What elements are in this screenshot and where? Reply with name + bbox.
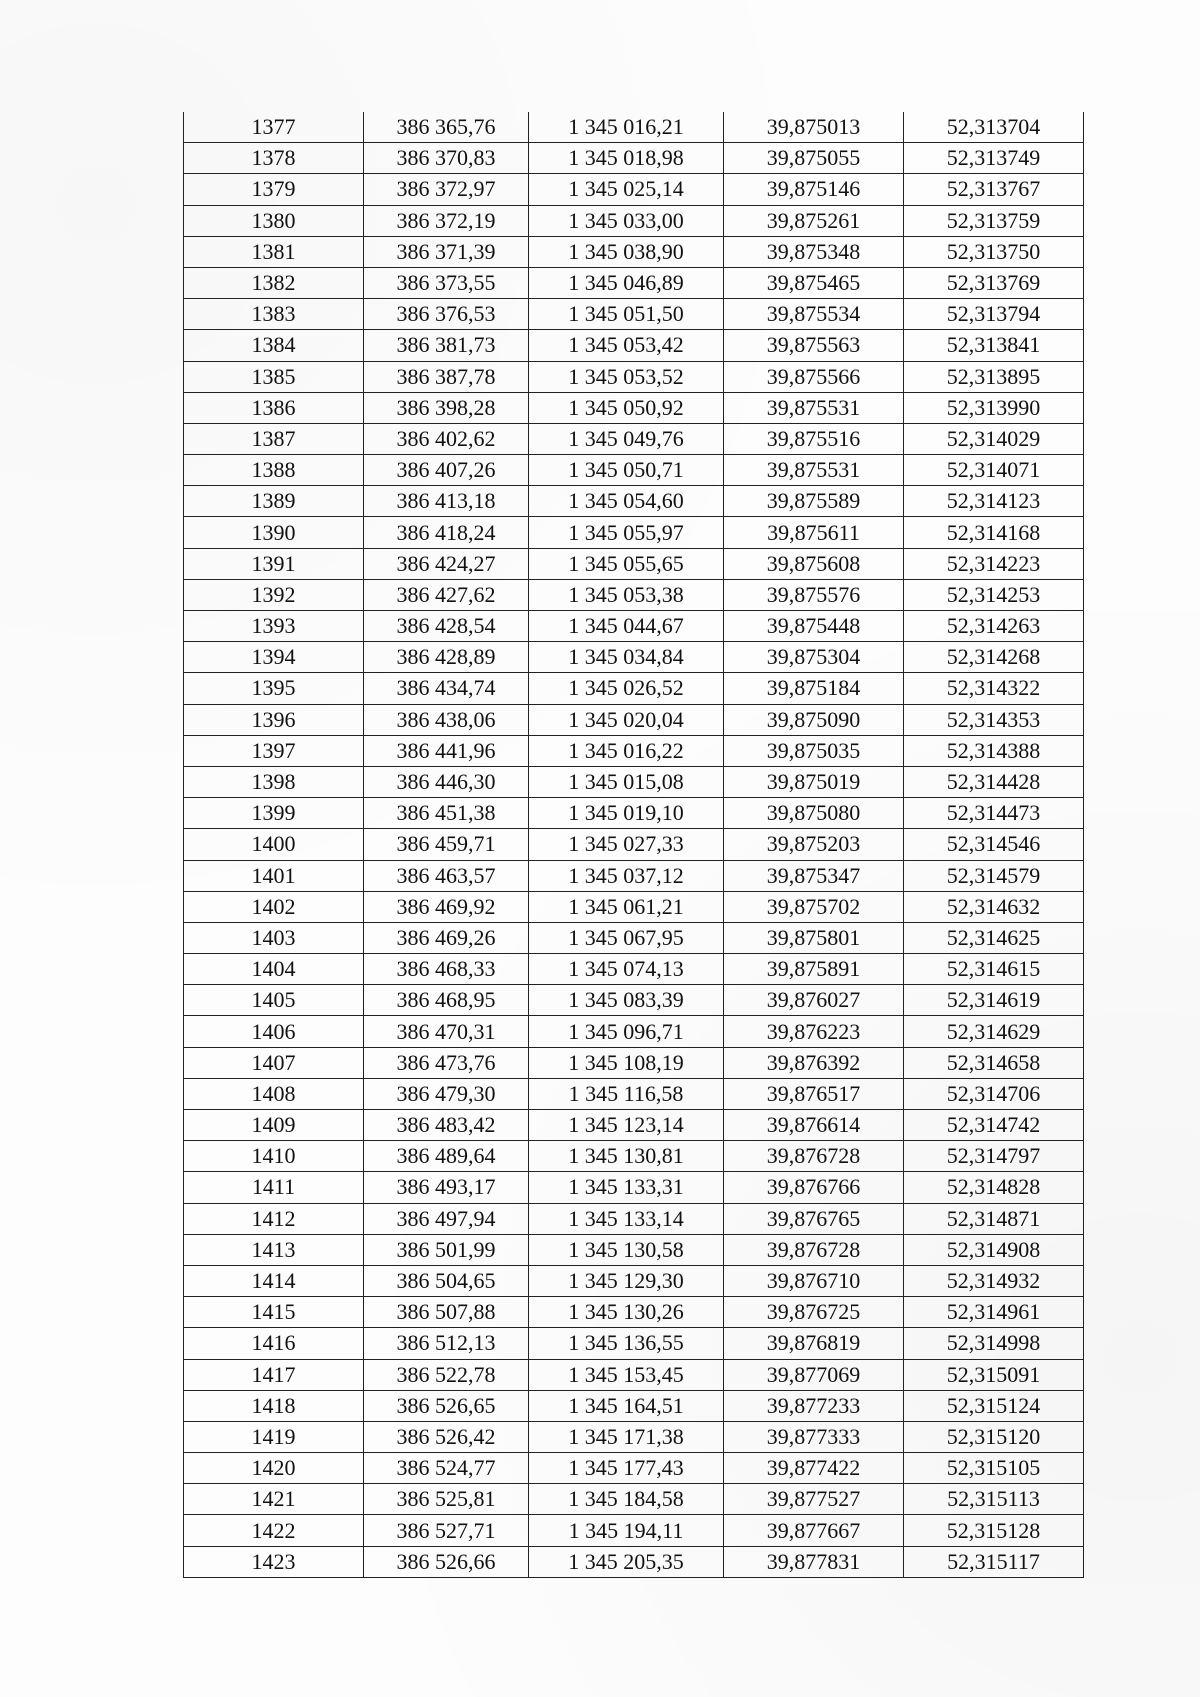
y-coordinate-cell: 1 345 129,30: [529, 1265, 724, 1296]
latitude-cell: 39,877333: [724, 1421, 904, 1452]
x-coordinate-cell: 386 434,74: [364, 673, 529, 704]
latitude-cell: 39,875080: [724, 798, 904, 829]
table-row: [184, 267, 1084, 298]
table-row: [184, 1265, 1084, 1296]
y-coordinate-cell: 1 345 044,67: [529, 611, 724, 642]
longitude-cell: 52,314828: [904, 1172, 1084, 1203]
x-coordinate-cell: 386 418,24: [364, 517, 529, 548]
x-coordinate-cell: 386 381,73: [364, 330, 529, 361]
y-coordinate-cell: 1 345 027,33: [529, 829, 724, 860]
y-coordinate-cell: 1 345 019,10: [529, 798, 724, 829]
y-coordinate-cell: 1 345 177,43: [529, 1453, 724, 1484]
x-coordinate-cell: 386 468,95: [364, 985, 529, 1016]
point-number-cell: 1409: [184, 1110, 364, 1141]
y-coordinate-cell: 1 345 016,22: [529, 735, 724, 766]
y-coordinate-cell: 1 345 108,19: [529, 1047, 724, 1078]
point-number-cell: 1405: [184, 985, 364, 1016]
y-coordinate-cell: 1 345 055,65: [529, 548, 724, 579]
x-coordinate-cell: 386 387,78: [364, 361, 529, 392]
latitude-cell: 39,877831: [724, 1546, 904, 1577]
table-row: [184, 205, 1084, 236]
point-number-cell: 1379: [184, 174, 364, 205]
latitude-cell: 39,876728: [724, 1141, 904, 1172]
y-coordinate-cell: 1 345 054,60: [529, 486, 724, 517]
longitude-cell: 52,315113: [904, 1484, 1084, 1515]
x-coordinate-cell: 386 497,94: [364, 1203, 529, 1234]
x-coordinate-cell: 386 524,77: [364, 1453, 529, 1484]
x-coordinate-cell: 386 371,39: [364, 236, 529, 267]
latitude-cell: 39,877527: [724, 1484, 904, 1515]
x-coordinate-cell: 386 526,42: [364, 1421, 529, 1452]
x-coordinate-cell: 386 493,17: [364, 1172, 529, 1203]
table-row: [184, 1203, 1084, 1234]
x-coordinate-cell: 386 489,64: [364, 1141, 529, 1172]
latitude-cell: 39,875019: [724, 766, 904, 797]
point-number-cell: 1401: [184, 860, 364, 891]
latitude-cell: 39,876223: [724, 1016, 904, 1047]
y-coordinate-cell: 1 345 123,14: [529, 1110, 724, 1141]
table-row: [184, 1453, 1084, 1484]
point-number-cell: 1395: [184, 673, 364, 704]
latitude-cell: 39,875347: [724, 860, 904, 891]
y-coordinate-cell: 1 345 046,89: [529, 267, 724, 298]
x-coordinate-cell: 386 507,88: [364, 1297, 529, 1328]
y-coordinate-cell: 1 345 050,92: [529, 392, 724, 423]
latitude-cell: 39,876766: [724, 1172, 904, 1203]
y-coordinate-cell: 1 345 130,81: [529, 1141, 724, 1172]
table-row: [184, 673, 1084, 704]
table-row: [184, 1328, 1084, 1359]
point-number-cell: 1420: [184, 1453, 364, 1484]
point-number-cell: 1410: [184, 1141, 364, 1172]
longitude-cell: 52,313769: [904, 267, 1084, 298]
table-row: [184, 829, 1084, 860]
point-number-cell: 1418: [184, 1390, 364, 1421]
longitude-cell: 52,314268: [904, 642, 1084, 673]
table-row: [184, 891, 1084, 922]
x-coordinate-cell: 386 373,55: [364, 267, 529, 298]
y-coordinate-cell: 1 345 055,97: [529, 517, 724, 548]
table-row: [184, 579, 1084, 610]
point-number-cell: 1380: [184, 205, 364, 236]
point-number-cell: 1422: [184, 1515, 364, 1546]
point-number-cell: 1403: [184, 922, 364, 953]
table-row: [184, 1234, 1084, 1265]
table-row: [184, 798, 1084, 829]
longitude-cell: 52,314546: [904, 829, 1084, 860]
point-number-cell: 1414: [184, 1265, 364, 1296]
point-number-cell: 1411: [184, 1172, 364, 1203]
longitude-cell: 52,313794: [904, 299, 1084, 330]
x-coordinate-cell: 386 527,71: [364, 1515, 529, 1546]
latitude-cell: 39,877233: [724, 1390, 904, 1421]
table-row: [184, 860, 1084, 891]
point-number-cell: 1419: [184, 1421, 364, 1452]
point-number-cell: 1382: [184, 267, 364, 298]
coordinates-table-body: [184, 112, 1084, 1577]
latitude-cell: 39,875608: [724, 548, 904, 579]
point-number-cell: 1392: [184, 579, 364, 610]
table-row: [184, 1016, 1084, 1047]
longitude-cell: 52,314629: [904, 1016, 1084, 1047]
table-row: [184, 1484, 1084, 1515]
longitude-cell: 52,313750: [904, 236, 1084, 267]
y-coordinate-cell: 1 345 184,58: [529, 1484, 724, 1515]
longitude-cell: 52,314428: [904, 766, 1084, 797]
x-coordinate-cell: 386 372,97: [364, 174, 529, 205]
x-coordinate-cell: 386 525,81: [364, 1484, 529, 1515]
point-number-cell: 1407: [184, 1047, 364, 1078]
point-number-cell: 1417: [184, 1359, 364, 1390]
longitude-cell: 52,314658: [904, 1047, 1084, 1078]
longitude-cell: 52,315124: [904, 1390, 1084, 1421]
point-number-cell: 1387: [184, 423, 364, 454]
x-coordinate-cell: 386 428,54: [364, 611, 529, 642]
latitude-cell: 39,875090: [724, 704, 904, 735]
y-coordinate-cell: 1 345 049,76: [529, 423, 724, 454]
latitude-cell: 39,875611: [724, 517, 904, 548]
longitude-cell: 52,314961: [904, 1297, 1084, 1328]
y-coordinate-cell: 1 345 053,38: [529, 579, 724, 610]
longitude-cell: 52,313749: [904, 143, 1084, 174]
latitude-cell: 39,875516: [724, 423, 904, 454]
latitude-cell: 39,876392: [724, 1047, 904, 1078]
y-coordinate-cell: 1 345 136,55: [529, 1328, 724, 1359]
x-coordinate-cell: 386 428,89: [364, 642, 529, 673]
longitude-cell: 52,314223: [904, 548, 1084, 579]
y-coordinate-cell: 1 345 194,11: [529, 1515, 724, 1546]
point-number-cell: 1406: [184, 1016, 364, 1047]
point-number-cell: 1381: [184, 236, 364, 267]
y-coordinate-cell: 1 345 020,04: [529, 704, 724, 735]
latitude-cell: 39,876517: [724, 1078, 904, 1109]
table-row: [184, 1421, 1084, 1452]
longitude-cell: 52,313704: [904, 112, 1084, 143]
latitude-cell: 39,875576: [724, 579, 904, 610]
longitude-cell: 52,314932: [904, 1265, 1084, 1296]
y-coordinate-cell: 1 345 074,13: [529, 954, 724, 985]
longitude-cell: 52,315120: [904, 1421, 1084, 1452]
x-coordinate-cell: 386 402,62: [364, 423, 529, 454]
table-row: [184, 299, 1084, 330]
table-row: [184, 985, 1084, 1016]
x-coordinate-cell: 386 469,92: [364, 891, 529, 922]
longitude-cell: 52,314579: [904, 860, 1084, 891]
latitude-cell: 39,875261: [724, 205, 904, 236]
latitude-cell: 39,875465: [724, 267, 904, 298]
x-coordinate-cell: 386 441,96: [364, 735, 529, 766]
table-row: [184, 1359, 1084, 1390]
longitude-cell: 52,314253: [904, 579, 1084, 610]
longitude-cell: 52,314473: [904, 798, 1084, 829]
point-number-cell: 1413: [184, 1234, 364, 1265]
table-row: [184, 1172, 1084, 1203]
longitude-cell: 52,314998: [904, 1328, 1084, 1359]
longitude-cell: 52,314625: [904, 922, 1084, 953]
longitude-cell: 52,313895: [904, 361, 1084, 392]
latitude-cell: 39,876710: [724, 1265, 904, 1296]
y-coordinate-cell: 1 345 051,50: [529, 299, 724, 330]
longitude-cell: 52,314632: [904, 891, 1084, 922]
table-row: [184, 642, 1084, 673]
latitude-cell: 39,876819: [724, 1328, 904, 1359]
table-row: [184, 174, 1084, 205]
y-coordinate-cell: 1 345 038,90: [529, 236, 724, 267]
point-number-cell: 1398: [184, 766, 364, 797]
point-number-cell: 1415: [184, 1297, 364, 1328]
x-coordinate-cell: 386 473,76: [364, 1047, 529, 1078]
table-row: [184, 704, 1084, 735]
x-coordinate-cell: 386 370,83: [364, 143, 529, 174]
longitude-cell: 52,314797: [904, 1141, 1084, 1172]
longitude-cell: 52,314388: [904, 735, 1084, 766]
y-coordinate-cell: 1 345 083,39: [529, 985, 724, 1016]
x-coordinate-cell: 386 372,19: [364, 205, 529, 236]
point-number-cell: 1390: [184, 517, 364, 548]
longitude-cell: 52,315117: [904, 1546, 1084, 1577]
latitude-cell: 39,875891: [724, 954, 904, 985]
x-coordinate-cell: 386 438,06: [364, 704, 529, 735]
longitude-cell: 52,315128: [904, 1515, 1084, 1546]
y-coordinate-cell: 1 345 096,71: [529, 1016, 724, 1047]
table-row: [184, 548, 1084, 579]
table-row: [184, 143, 1084, 174]
y-coordinate-cell: 1 345 171,38: [529, 1421, 724, 1452]
table-row: [184, 361, 1084, 392]
x-coordinate-cell: 386 424,27: [364, 548, 529, 579]
latitude-cell: 39,875055: [724, 143, 904, 174]
point-number-cell: 1386: [184, 392, 364, 423]
longitude-cell: 52,313841: [904, 330, 1084, 361]
y-coordinate-cell: 1 345 033,00: [529, 205, 724, 236]
x-coordinate-cell: 386 479,30: [364, 1078, 529, 1109]
x-coordinate-cell: 386 376,53: [364, 299, 529, 330]
point-number-cell: 1393: [184, 611, 364, 642]
longitude-cell: 52,314168: [904, 517, 1084, 548]
latitude-cell: 39,875448: [724, 611, 904, 642]
y-coordinate-cell: 1 345 130,58: [529, 1234, 724, 1265]
longitude-cell: 52,314263: [904, 611, 1084, 642]
table-row: [184, 922, 1084, 953]
longitude-cell: 52,313759: [904, 205, 1084, 236]
x-coordinate-cell: 386 446,30: [364, 766, 529, 797]
point-number-cell: 1408: [184, 1078, 364, 1109]
point-number-cell: 1394: [184, 642, 364, 673]
latitude-cell: 39,875348: [724, 236, 904, 267]
longitude-cell: 52,315105: [904, 1453, 1084, 1484]
latitude-cell: 39,877069: [724, 1359, 904, 1390]
y-coordinate-cell: 1 345 164,51: [529, 1390, 724, 1421]
table-row: [184, 1047, 1084, 1078]
point-number-cell: 1404: [184, 954, 364, 985]
point-number-cell: 1378: [184, 143, 364, 174]
latitude-cell: 39,876728: [724, 1234, 904, 1265]
point-number-cell: 1412: [184, 1203, 364, 1234]
y-coordinate-cell: 1 345 133,31: [529, 1172, 724, 1203]
y-coordinate-cell: 1 345 205,35: [529, 1546, 724, 1577]
longitude-cell: 52,314742: [904, 1110, 1084, 1141]
latitude-cell: 39,875531: [724, 455, 904, 486]
y-coordinate-cell: 1 345 016,21: [529, 112, 724, 143]
x-coordinate-cell: 386 526,65: [364, 1390, 529, 1421]
point-number-cell: 1396: [184, 704, 364, 735]
coordinates-table: [183, 112, 1084, 1578]
x-coordinate-cell: 386 526,66: [364, 1546, 529, 1577]
y-coordinate-cell: 1 345 116,58: [529, 1078, 724, 1109]
y-coordinate-cell: 1 345 025,14: [529, 174, 724, 205]
point-number-cell: 1421: [184, 1484, 364, 1515]
table-row: [184, 1110, 1084, 1141]
latitude-cell: 39,875035: [724, 735, 904, 766]
table-row: [184, 330, 1084, 361]
table-row: [184, 1546, 1084, 1577]
y-coordinate-cell: 1 345 015,08: [529, 766, 724, 797]
point-number-cell: 1416: [184, 1328, 364, 1359]
longitude-cell: 52,314322: [904, 673, 1084, 704]
latitude-cell: 39,875589: [724, 486, 904, 517]
x-coordinate-cell: 386 413,18: [364, 486, 529, 517]
point-number-cell: 1388: [184, 455, 364, 486]
x-coordinate-cell: 386 459,71: [364, 829, 529, 860]
y-coordinate-cell: 1 345 133,14: [529, 1203, 724, 1234]
y-coordinate-cell: 1 345 018,98: [529, 143, 724, 174]
latitude-cell: 39,875013: [724, 112, 904, 143]
latitude-cell: 39,876725: [724, 1297, 904, 1328]
y-coordinate-cell: 1 345 053,42: [529, 330, 724, 361]
longitude-cell: 52,314353: [904, 704, 1084, 735]
table-row: [184, 1390, 1084, 1421]
x-coordinate-cell: 386 427,62: [364, 579, 529, 610]
point-number-cell: 1397: [184, 735, 364, 766]
latitude-cell: 39,875184: [724, 673, 904, 704]
table-row: [184, 1141, 1084, 1172]
x-coordinate-cell: 386 469,26: [364, 922, 529, 953]
x-coordinate-cell: 386 407,26: [364, 455, 529, 486]
y-coordinate-cell: 1 345 034,84: [529, 642, 724, 673]
table-row: [184, 423, 1084, 454]
latitude-cell: 39,875801: [724, 922, 904, 953]
longitude-cell: 52,314615: [904, 954, 1084, 985]
table-row: [184, 517, 1084, 548]
latitude-cell: 39,877422: [724, 1453, 904, 1484]
table-row: [184, 954, 1084, 985]
latitude-cell: 39,876027: [724, 985, 904, 1016]
table-row: [184, 455, 1084, 486]
table-row: [184, 1078, 1084, 1109]
longitude-cell: 52,315091: [904, 1359, 1084, 1390]
y-coordinate-cell: 1 345 026,52: [529, 673, 724, 704]
latitude-cell: 39,875304: [724, 642, 904, 673]
latitude-cell: 39,875702: [724, 891, 904, 922]
x-coordinate-cell: 386 451,38: [364, 798, 529, 829]
point-number-cell: 1391: [184, 548, 364, 579]
longitude-cell: 52,314706: [904, 1078, 1084, 1109]
latitude-cell: 39,875531: [724, 392, 904, 423]
table-row: [184, 392, 1084, 423]
latitude-cell: 39,875534: [724, 299, 904, 330]
longitude-cell: 52,313767: [904, 174, 1084, 205]
longitude-cell: 52,314029: [904, 423, 1084, 454]
latitude-cell: 39,877667: [724, 1515, 904, 1546]
longitude-cell: 52,314619: [904, 985, 1084, 1016]
y-coordinate-cell: 1 345 153,45: [529, 1359, 724, 1390]
table-row: [184, 735, 1084, 766]
table-row: [184, 1297, 1084, 1328]
point-number-cell: 1383: [184, 299, 364, 330]
point-number-cell: 1385: [184, 361, 364, 392]
x-coordinate-cell: 386 483,42: [364, 1110, 529, 1141]
x-coordinate-cell: 386 470,31: [364, 1016, 529, 1047]
point-number-cell: 1384: [184, 330, 364, 361]
point-number-cell: 1377: [184, 112, 364, 143]
latitude-cell: 39,875146: [724, 174, 904, 205]
latitude-cell: 39,875203: [724, 829, 904, 860]
y-coordinate-cell: 1 345 061,21: [529, 891, 724, 922]
longitude-cell: 52,314071: [904, 455, 1084, 486]
table-row: [184, 112, 1084, 143]
x-coordinate-cell: 386 512,13: [364, 1328, 529, 1359]
longitude-cell: 52,314123: [904, 486, 1084, 517]
x-coordinate-cell: 386 504,65: [364, 1265, 529, 1296]
y-coordinate-cell: 1 345 067,95: [529, 922, 724, 953]
x-coordinate-cell: 386 398,28: [364, 392, 529, 423]
latitude-cell: 39,876614: [724, 1110, 904, 1141]
table-row: [184, 611, 1084, 642]
longitude-cell: 52,314908: [904, 1234, 1084, 1265]
latitude-cell: 39,875566: [724, 361, 904, 392]
y-coordinate-cell: 1 345 050,71: [529, 455, 724, 486]
latitude-cell: 39,876765: [724, 1203, 904, 1234]
point-number-cell: 1389: [184, 486, 364, 517]
x-coordinate-cell: 386 365,76: [364, 112, 529, 143]
point-number-cell: 1423: [184, 1546, 364, 1577]
point-number-cell: 1400: [184, 829, 364, 860]
table-row: [184, 236, 1084, 267]
latitude-cell: 39,875563: [724, 330, 904, 361]
x-coordinate-cell: 386 463,57: [364, 860, 529, 891]
table-row: [184, 486, 1084, 517]
y-coordinate-cell: 1 345 037,12: [529, 860, 724, 891]
point-number-cell: 1402: [184, 891, 364, 922]
x-coordinate-cell: 386 501,99: [364, 1234, 529, 1265]
point-number-cell: 1399: [184, 798, 364, 829]
x-coordinate-cell: 386 522,78: [364, 1359, 529, 1390]
x-coordinate-cell: 386 468,33: [364, 954, 529, 985]
table-row: [184, 766, 1084, 797]
y-coordinate-cell: 1 345 053,52: [529, 361, 724, 392]
longitude-cell: 52,314871: [904, 1203, 1084, 1234]
table-row: [184, 1515, 1084, 1546]
y-coordinate-cell: 1 345 130,26: [529, 1297, 724, 1328]
longitude-cell: 52,313990: [904, 392, 1084, 423]
